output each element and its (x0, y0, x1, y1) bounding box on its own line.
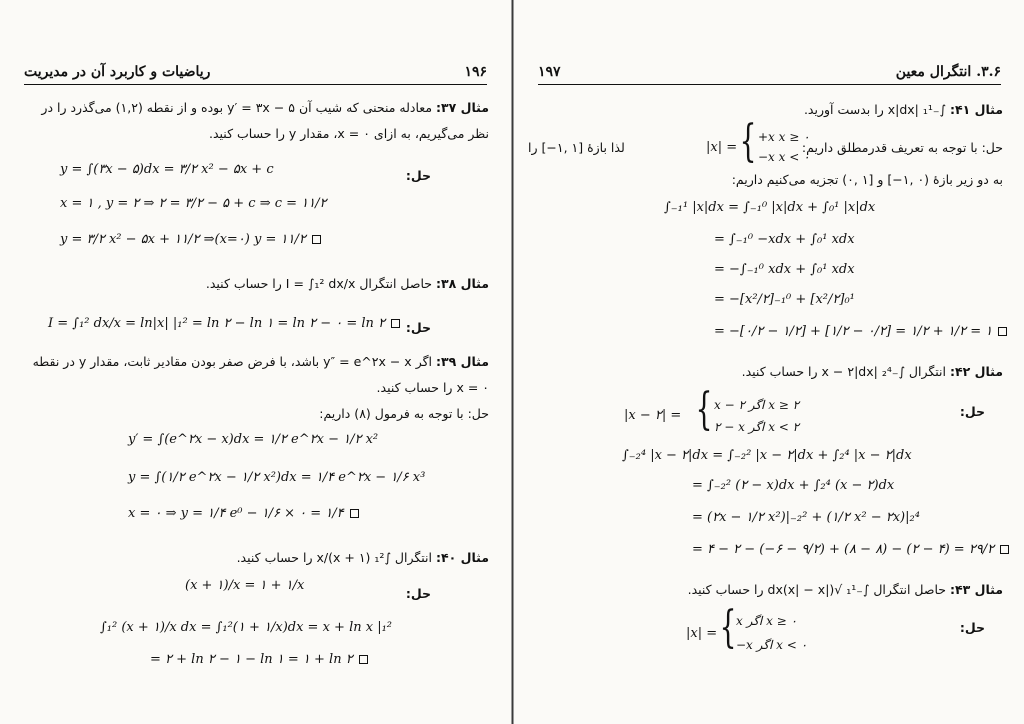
example-42-label: مثال ۴۲: (950, 364, 1003, 379)
example-42-eq4: = ۴ − ۲ − (−۶ − ۹/۲) + (۸ − ۸) − (۲ − ۴) = ۲۹/۲ (692, 542, 995, 557)
example-41-abs-case2: −x x < ۰ (758, 150, 810, 164)
example-40-label: مثال ۴۰: (436, 550, 489, 565)
qed-square-icon (359, 655, 368, 664)
example-41-label: مثال ۴۱: (950, 102, 1003, 117)
example-38-text: حاصل انتگرال I = ∫₁² dx/x را حساب کنید. (205, 276, 433, 291)
example-43-abs-lhs: |x| = (686, 626, 718, 641)
example-41-eq3: = −∫₋₁⁰ xdx + ∫₀¹ xdx (714, 262, 855, 277)
example-43-statement (688, 582, 1003, 597)
example-42-abs-lhs: |x − ۲| = (624, 408, 682, 423)
qed-square-icon (391, 319, 400, 328)
example-43-abs-case2: −x اگر x < ۰ (736, 638, 808, 652)
example-41-abs-tail: لذا بازهٔ [۱ ,۱−] را (528, 140, 625, 155)
example-43-text: حاصل انتگرال ∫₋₁¹ √(|x| − x)dx را حساب کنید. (687, 582, 947, 597)
example-38-statement (206, 276, 489, 291)
example-38-solution-label: حل: (405, 320, 431, 335)
right-header-title: ۳.۶. انتگرال معین (895, 64, 1001, 80)
example-41-statement (804, 102, 1003, 117)
example-40-statement (237, 550, 489, 565)
right-page-header (538, 62, 1001, 85)
example-41-eq2: = ∫₋₁⁰ −xdx + ∫₀¹ xdx (714, 232, 855, 247)
example-38-label: مثال ۳۸: (436, 276, 489, 291)
example-40-solution-label: حل: (405, 586, 431, 601)
example-39-statement (33, 354, 489, 369)
left-brace-icon: { (739, 116, 757, 167)
example-42-solution-label: حل: (959, 404, 985, 419)
example-37-eq1: y = ∫(۳x − ۵)dx = ۳/۲ x² − ۵x + c (60, 162, 274, 177)
example-37-statement (41, 100, 489, 115)
example-42-eq3: = (۲x − ۱/۲ x²)|₋₂² + (۱/۲ x² − ۲x)|₂⁴ (692, 510, 920, 525)
left-page-header (24, 62, 487, 85)
example-40-eq1: (x + ۱)/x = ۱ + ۱/x (185, 578, 305, 593)
example-40-text: انتگرال ∫₁² (x + ۱)/x را حساب کنید. (236, 550, 433, 565)
example-42-text: انتگرال ∫₋₂⁴ |x − ۲|dx را حساب کنید. (741, 364, 947, 379)
example-37-text-line1: معادله منحنی که شیب آن ۵ − y′ = ۳x بوده و از نقطه (۱,۲) می‌گذرد را در (41, 100, 433, 115)
example-43-abs-case1: x اگر x ≥ ۰ (736, 614, 797, 628)
left-brace-icon: { (695, 384, 713, 435)
example-40-eq3: = ۲ + ln ۲ − ۱ − ln ۱ = ۱ + ln ۲ (150, 652, 353, 667)
example-37-eq2: x = ۱ , y = ۲ ⇒ ۲ = ۳/۲ − ۵ + c ⇒ c = ۱۱/۲ (60, 196, 327, 211)
example-41-text-line2: به دو زیر بازهٔ (۰ ,۱−] و [۱ ,۰) تجزیه می‌کنیم داریم: (731, 172, 1003, 187)
example-41-text: ∫₋₁¹ |x|dx را بدست آورید. (803, 102, 947, 117)
right-page-number: ۱۹۷ (538, 64, 561, 80)
example-39-eq2: y = ∫(۱/۲ e^۲x − ۱/۲ x²)dx = ۱/۴ e^۲x − ۱/۶ x³ (128, 470, 426, 485)
right-page (513, 0, 1024, 724)
example-39-solution-intro: حل: با توجه به فرمول (۸) داریم: (319, 406, 489, 421)
example-41-eq1: ∫₋₁¹ |x|dx = ∫₋₁⁰ |x|dx + ∫₀¹ |x|dx (664, 200, 876, 215)
left-page-number: ۱۹۶ (464, 64, 487, 80)
example-42-eq1: ∫₋₂⁴ |x − ۲|dx = ∫₋₂² |x − ۲|dx + ∫₂⁴ |x − ۲|dx (622, 448, 912, 463)
example-40-eq2: ∫₁² (x + ۱)/x dx = ∫₁²(۱ + ۱/x)dx = x + ln x |₁² (100, 620, 392, 635)
example-37-solution-label: حل: (405, 168, 431, 183)
example-41-solution-intro: حل: با توجه به تعریف قدرمطلق داریم: (801, 140, 1003, 155)
example-42-abs-case2: ۲ − x اگر x < ۲ (714, 420, 800, 434)
example-39-text-line2: x = ۰ را حساب کنید. (376, 380, 489, 395)
example-37-text-line2: نظر می‌گیریم، به ازای x = ۰، مقدار y را حساب کنید. (209, 126, 489, 141)
qed-square-icon (998, 327, 1007, 336)
qed-square-icon (1000, 545, 1009, 554)
example-37-eq3: y = ۳/۲ x² − ۵x + ۱۱/۲ ⇒(x=۰) y = ۱۱/۲ (60, 232, 306, 247)
example-39-eq3: x = ۰ ⇒ y = ۱/۴ e⁰ − ۱/۶ × ۰ = ۱/۴ (128, 506, 344, 521)
example-43-solution-label: حل: (959, 620, 985, 635)
qed-square-icon (312, 235, 321, 244)
example-41-eq5: = −[۰/۲ − ۱/۲] + [۱/۲ − ۰/۲] = ۱/۲ + ۱/۲ = ۱ (714, 324, 993, 339)
left-brace-icon: { (719, 602, 737, 653)
qed-square-icon (350, 509, 359, 518)
example-41-abs-case1: +x x ≥ ۰ (758, 130, 810, 144)
left-header-title: ریاضیات و کاربرد آن در مدیریت (24, 64, 211, 80)
example-39-eq1: y′ = ∫(e^۲x − x)dx = ۱/۲ e^۲x − ۱/۲ x² (128, 432, 379, 447)
example-43-label: مثال ۴۳: (950, 582, 1003, 597)
example-38-eq1: I = ∫₁² dx/x = ln|x| |₁² = ln ۲ − ln ۱ = ln ۲ − ۰ = ln ۲ (48, 316, 386, 331)
example-42-statement (742, 364, 1003, 379)
example-41-eq4: = −[x²/۲]₋₁⁰ + [x²/۲]₀¹ (714, 292, 855, 307)
example-42-abs-case1: x − ۲ اگر x ≥ ۲ (714, 398, 800, 412)
example-37-label: مثال ۳۷: (436, 100, 489, 115)
example-39-text-line1: اگر y″ = e^۲x − x باشد، با فرض صفر بودن مقادیر ثابت، مقدار y در نقطه (32, 354, 433, 369)
example-42-eq2: = ∫₋₂² (۲ − x)dx + ∫₂⁴ (x − ۲)dx (692, 478, 895, 493)
example-39-label: مثال ۳۹: (436, 354, 489, 369)
example-41-abs-lhs: |x| = (706, 140, 738, 155)
